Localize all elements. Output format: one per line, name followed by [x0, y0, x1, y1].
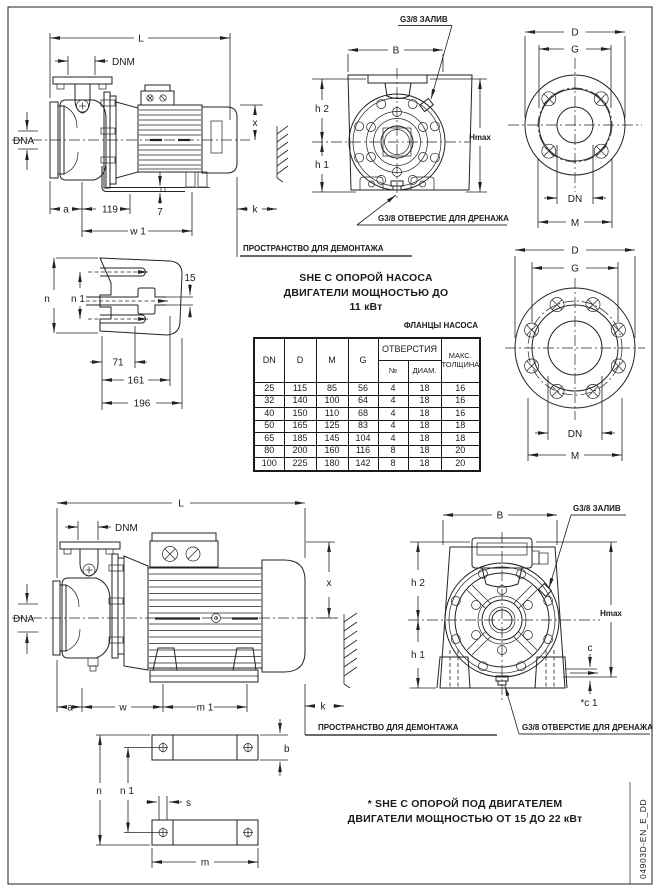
- flange-table-row: [254, 458, 480, 471]
- flange-table-cell: 64: [348, 395, 378, 408]
- title-bottom-line2: ДВИГАТЕЛИ МОЩНОСТЬЮ ОТ 15 ДО 22 кВт: [347, 813, 583, 825]
- flange-table-cell: 145: [316, 433, 348, 446]
- dim-161: 161: [127, 375, 145, 387]
- dim-M-f8: M: [570, 451, 580, 462]
- flange-table-cell: 110: [316, 408, 348, 421]
- dim-k-top: k: [252, 204, 258, 216]
- flange-table-cell: 18: [441, 433, 480, 446]
- flange-table-cell: 18: [408, 433, 441, 446]
- dim-L-bottom: L: [178, 498, 184, 510]
- wall-hatch-top: [277, 126, 288, 182]
- flange-table-cell: 16: [441, 395, 480, 408]
- flange-table-cell: 40: [254, 408, 284, 421]
- flange-table-cell: 104: [348, 433, 378, 446]
- dim-B-top: B: [392, 45, 400, 57]
- flange-table-row: [254, 445, 480, 458]
- flange-table-cell: 83: [348, 420, 378, 433]
- flange-table-cell: 160: [316, 445, 348, 458]
- view-bracket: [44, 258, 196, 410]
- dims-bracket: [54, 258, 190, 410]
- flange-table-row: [254, 383, 480, 396]
- title-top-line2: ДВИГАТЕЛИ МОЩНОСТЬЮ ДО: [283, 287, 449, 299]
- flange-table-cell: 18: [441, 420, 480, 433]
- dim-G-f4: G: [571, 44, 579, 56]
- flange-table-cell: 18: [408, 408, 441, 421]
- flange-table-cell: 225: [284, 458, 316, 471]
- flange-table-cell: 16: [441, 383, 480, 396]
- flange-table-cell: 8: [378, 458, 408, 471]
- flange-table-cell: 18: [408, 383, 441, 396]
- dim-s: s: [186, 798, 191, 809]
- title-top-line3: 11 кВт: [349, 301, 383, 313]
- flange-table-cell: 4: [378, 395, 408, 408]
- flange-table-cell: 4: [378, 383, 408, 396]
- dim-196: 196: [133, 398, 151, 410]
- dim-DNA-top: DNA: [13, 136, 35, 147]
- dim-DN-f4: DN: [567, 194, 583, 205]
- dim-m: m: [200, 857, 210, 869]
- dim-n1-plate: n 1: [120, 786, 134, 797]
- title-bottom-line1: * SHE С ОПОРОЙ ПОД ДВИГАТЕЛЕМ: [367, 798, 563, 810]
- flange-table-body: [254, 383, 480, 471]
- flange-table: [253, 337, 481, 472]
- flange-8-hole: [505, 246, 645, 463]
- dim-71: 71: [112, 357, 124, 369]
- flange-table-cell: 115: [284, 383, 316, 396]
- flange-table-cell: 18: [408, 445, 441, 458]
- flange-table-cell: 32: [254, 395, 284, 408]
- flange-table-cell: 65: [254, 433, 284, 446]
- flange-table-cell: 80: [254, 445, 284, 458]
- dim-G-f8: G: [571, 263, 579, 275]
- view-top-front: [312, 15, 509, 225]
- col-header-holes-diam: ДИАМ.: [408, 361, 441, 383]
- dim-n-plate: n: [96, 786, 102, 797]
- flange-table-caption: ФЛАНЦЫ НАСОСА: [403, 321, 478, 330]
- drain-port-label-bottom: G3/8 ОТВЕРСТИЕ ДЛЯ ДРЕНАЖА: [522, 723, 653, 732]
- flange-table-cell: 25: [254, 383, 284, 396]
- dim-DNM-bottom: DNM: [115, 523, 138, 534]
- flange-table-cell: 85: [316, 383, 348, 396]
- flange-table-cell: 165: [284, 420, 316, 433]
- flange-table-cell: 8: [378, 445, 408, 458]
- flange-table-cell: 150: [284, 408, 316, 421]
- dim-DNA-bottom: DNA: [13, 614, 35, 625]
- dim-Hmax-bottom: Hmax: [600, 609, 622, 618]
- view-bottom-side: [12, 499, 357, 736]
- dismantling-note-bottom: ПРОСТРАНСТВО ДЛЯ ДЕМОНТАЖА: [318, 723, 459, 732]
- dim-k-bottom: k: [320, 701, 326, 713]
- dim-x-bottom: x: [326, 578, 332, 589]
- flange-table-cell: 4: [378, 420, 408, 433]
- dim-h2-top: h 2: [315, 104, 329, 115]
- dim-h1-top: h 1: [315, 160, 329, 171]
- flange-table-cell: 68: [348, 408, 378, 421]
- flange-table-cell: 20: [441, 458, 480, 471]
- flange-table-cell: 56: [348, 383, 378, 396]
- col-header-g: G: [348, 338, 378, 383]
- flange-table-cell: 100: [254, 458, 284, 471]
- dim-w1: w 1: [130, 226, 146, 238]
- dim-a-top: a: [63, 204, 69, 216]
- flange-table-cell: 180: [316, 458, 348, 471]
- dim-n-bracket: n: [44, 294, 50, 305]
- flange-table-cell: 20: [441, 445, 480, 458]
- col-header-m: M: [316, 338, 348, 383]
- flange-table-row: [254, 408, 480, 421]
- flange-table-cell: 4: [378, 433, 408, 446]
- dim-D-f8: D: [571, 245, 579, 257]
- dismantling-note-top: ПРОСТРАНСТВО ДЛЯ ДЕМОНТАЖА: [243, 244, 384, 253]
- motor-fins: [139, 110, 201, 169]
- dim-15: 15: [184, 273, 196, 284]
- dim-DNM-top: DNM: [112, 57, 135, 68]
- drain-port-label-top: G3/8 ОТВЕРСТИЕ ДЛЯ ДРЕНАЖА: [378, 214, 509, 223]
- col-header-max-line1: МАКС.: [448, 351, 472, 361]
- flange-table-cell: 200: [284, 445, 316, 458]
- view-bottom-front: [408, 504, 653, 734]
- dim-119: 119: [102, 204, 118, 216]
- dim-DN-f8: DN: [567, 429, 583, 440]
- col-header-d: D: [284, 338, 316, 383]
- dim-m1: m 1: [196, 702, 214, 714]
- dim-h1-bottom: h 1: [411, 650, 425, 661]
- dim-M-f4: M: [570, 218, 580, 229]
- flange-table-cell: 4: [378, 408, 408, 421]
- flange-table-row: [254, 395, 480, 408]
- fill-port-label-top: G3/8 ЗАЛИВ: [400, 15, 448, 24]
- title-top-line1: SHE С ОПОРОЙ НАСОСА: [299, 272, 433, 284]
- fill-port-label-bottom: G3/8 ЗАЛИВ: [573, 504, 621, 513]
- notes-top: [240, 244, 448, 313]
- dim-h2-bottom: h 2: [411, 578, 425, 589]
- col-header-max-thickness: [441, 338, 480, 383]
- dim-7: 7: [157, 207, 163, 218]
- dim-n1-bracket: n 1: [71, 294, 85, 305]
- flange-table-row: [254, 433, 480, 446]
- flange-table-cell: 18: [408, 395, 441, 408]
- dim-w: w: [119, 702, 127, 714]
- flange-table-cell: 50: [254, 420, 284, 433]
- dim-b: b: [284, 744, 290, 755]
- dim-Hmax-top: Hmax: [469, 133, 491, 142]
- col-header-holes-num: №: [378, 361, 408, 383]
- flange-table-cell: 116: [348, 445, 378, 458]
- doc-number: 04903D-EN_E_DD: [638, 798, 648, 879]
- dims-top-front: [312, 50, 487, 192]
- flange-table-cell: 18: [408, 458, 441, 471]
- dim-D-f4: D: [571, 27, 579, 39]
- flange-table-row: [254, 420, 480, 433]
- dim-B-bottom: B: [496, 510, 504, 522]
- dim-x-top: x: [252, 118, 258, 129]
- flange-table-cell: 16: [441, 408, 480, 421]
- flange-4-hole: [508, 28, 642, 230]
- dim-L-top: L: [138, 33, 144, 45]
- dim-c: c: [587, 643, 593, 654]
- view-top-side: [12, 33, 288, 257]
- flange-table-cell: 18: [408, 420, 441, 433]
- motor-fins-bottom: [149, 574, 261, 663]
- flange-table-cell: 142: [348, 458, 378, 471]
- notes-bottom: [305, 723, 582, 825]
- flange-table-cell: 185: [284, 433, 316, 446]
- col-header-holes: ОТВЕРСТИЯ: [378, 338, 441, 361]
- col-header-max-line2: ТОЛЩИНА: [441, 359, 480, 369]
- dim-a-bottom: a: [67, 702, 73, 714]
- dim-c1: *c 1: [580, 698, 598, 709]
- flange-table-cell: 100: [316, 395, 348, 408]
- view-baseplate: [96, 719, 290, 869]
- flange-table-cell: 125: [316, 420, 348, 433]
- col-header-dn: DN: [254, 338, 284, 383]
- wall-hatch-bottom: [344, 613, 357, 688]
- flange-table-cell: 140: [284, 395, 316, 408]
